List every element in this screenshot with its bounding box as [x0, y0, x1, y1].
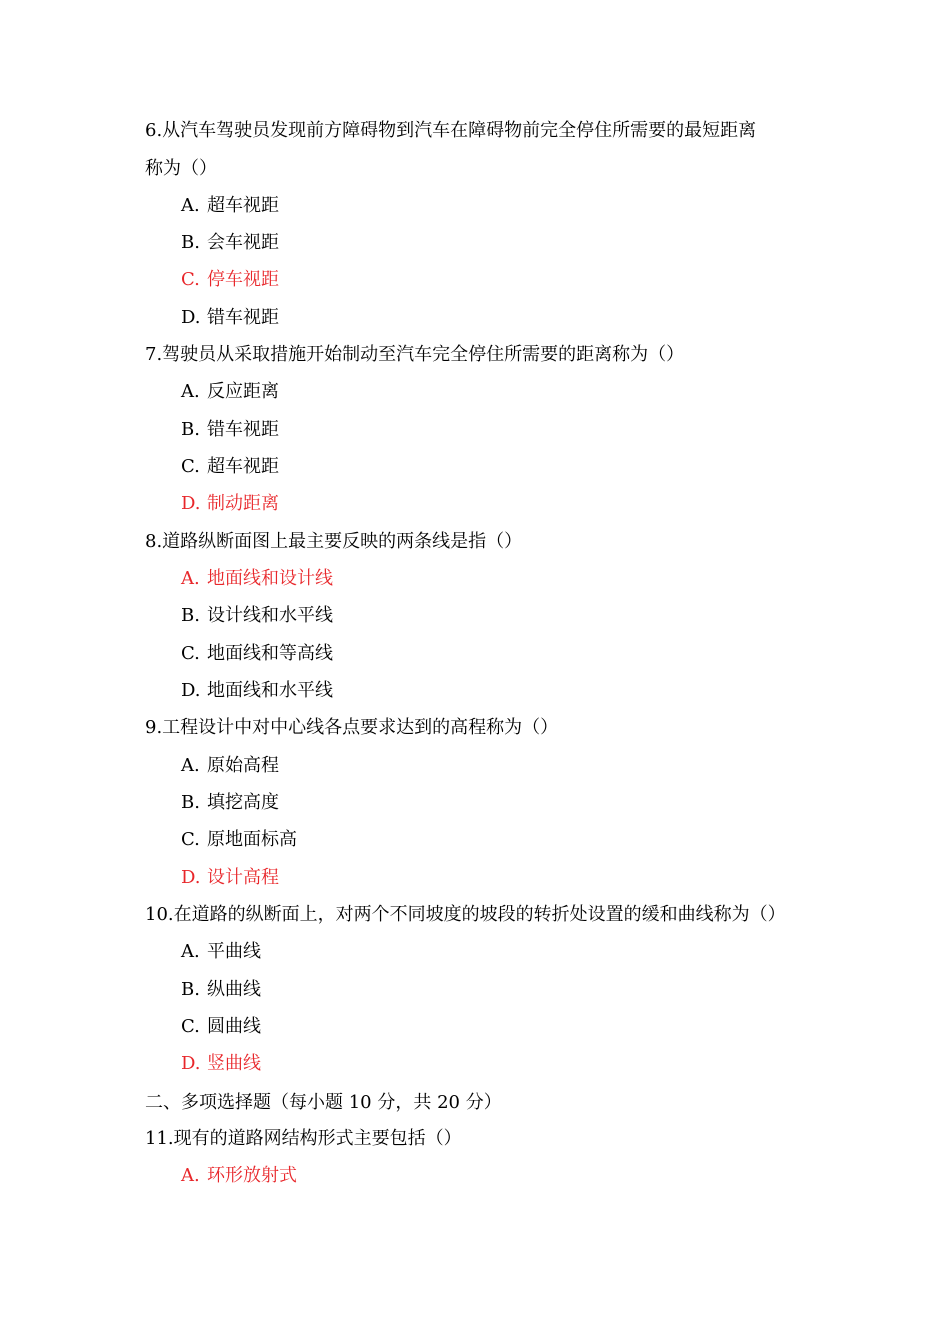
option-letter: C. — [181, 643, 200, 664]
option-text: 原始高程 — [207, 755, 279, 776]
question-8-option-b — [181, 604, 333, 628]
option-letter: D. — [181, 1053, 201, 1074]
question-11-option-a-correct — [181, 1164, 297, 1188]
option-text: 错车视距 — [207, 419, 279, 440]
question-10-option-c — [181, 1015, 261, 1039]
question-6-option-a — [181, 194, 279, 218]
question-6-stem-line-1: 6.从汽车驾驶员发现前方障碍物到汽车在障碍物前完全停住所需要的最短距离 — [145, 120, 757, 141]
question-7-option-a — [181, 380, 279, 404]
option-text: 超车视距 — [207, 456, 279, 477]
option-letter: C. — [181, 456, 200, 477]
option-text: 制动距离 — [207, 493, 279, 514]
question-11-stem: 11.现有的道路网结构形式主要包括（） — [145, 1128, 462, 1149]
question-10-stem: 10.在道路的纵断面上，对两个不同坡度的坡段的转折处设置的缓和曲线称为（） — [145, 904, 786, 925]
option-text: 平曲线 — [207, 941, 261, 962]
option-text: 地面线和水平线 — [207, 680, 333, 701]
option-text: 环形放射式 — [207, 1165, 297, 1186]
option-text: 超车视距 — [207, 195, 279, 216]
option-letter: A. — [181, 1165, 200, 1186]
question-8-stem: 8.道路纵断面图上最主要反映的两条线是指（） — [145, 531, 523, 552]
option-letter: A. — [181, 941, 200, 962]
option-letter: A. — [181, 195, 200, 216]
option-letter: B. — [181, 419, 200, 440]
option-text: 地面线和等高线 — [207, 643, 333, 664]
section-heading-multiple-choice: 二、多项选择题（每小题 10 分，共 20 分） — [145, 1092, 502, 1113]
option-text: 会车视距 — [207, 232, 279, 253]
option-text: 地面线和设计线 — [207, 568, 333, 589]
option-text: 圆曲线 — [207, 1016, 261, 1037]
option-letter: B. — [181, 979, 200, 1000]
question-9-option-c — [181, 828, 297, 852]
question-8-option-c — [181, 642, 333, 666]
option-letter: A. — [181, 755, 200, 776]
option-letter: D. — [181, 307, 201, 328]
option-text: 纵曲线 — [207, 979, 261, 1000]
option-letter: D. — [181, 680, 201, 701]
question-8-option-d — [181, 679, 333, 703]
option-letter: D. — [181, 493, 201, 514]
option-text: 错车视距 — [207, 307, 279, 328]
option-text: 停车视距 — [207, 269, 279, 290]
question-9-option-d-correct — [181, 866, 279, 890]
option-letter: B. — [181, 232, 200, 253]
question-9-stem: 9.工程设计中对中心线各点要求达到的高程称为（） — [145, 717, 559, 738]
question-10-option-b — [181, 978, 261, 1002]
question-7-option-c — [181, 455, 279, 479]
option-letter: A. — [181, 568, 200, 589]
option-text: 反应距离 — [207, 381, 279, 402]
question-7-stem: 7.驾驶员从采取措施开始制动至汽车完全停住所需要的距离称为（） — [145, 344, 685, 365]
question-8-option-a-correct — [181, 567, 333, 591]
question-6-option-b — [181, 231, 279, 255]
option-text: 竖曲线 — [207, 1053, 261, 1074]
option-letter: A. — [181, 381, 200, 402]
option-text: 设计线和水平线 — [207, 605, 333, 626]
option-text: 填挖高度 — [207, 792, 279, 813]
question-10-option-a — [181, 940, 261, 964]
option-letter: C. — [181, 269, 200, 290]
question-9-option-a — [181, 754, 279, 778]
question-6-option-c-correct — [181, 268, 279, 292]
question-7-option-b — [181, 418, 279, 442]
option-text: 设计高程 — [207, 867, 279, 888]
option-text: 原地面标高 — [207, 829, 297, 850]
question-6-option-d — [181, 306, 279, 330]
question-7-option-d-correct — [181, 492, 279, 516]
option-letter: C. — [181, 829, 200, 850]
option-letter: C. — [181, 1016, 200, 1037]
question-10-option-d-correct — [181, 1052, 261, 1076]
question-6-stem-line-2: 称为（） — [145, 158, 217, 179]
option-letter: B. — [181, 792, 200, 813]
option-letter: B. — [181, 605, 200, 626]
option-letter: D. — [181, 867, 201, 888]
question-9-option-b — [181, 791, 279, 815]
